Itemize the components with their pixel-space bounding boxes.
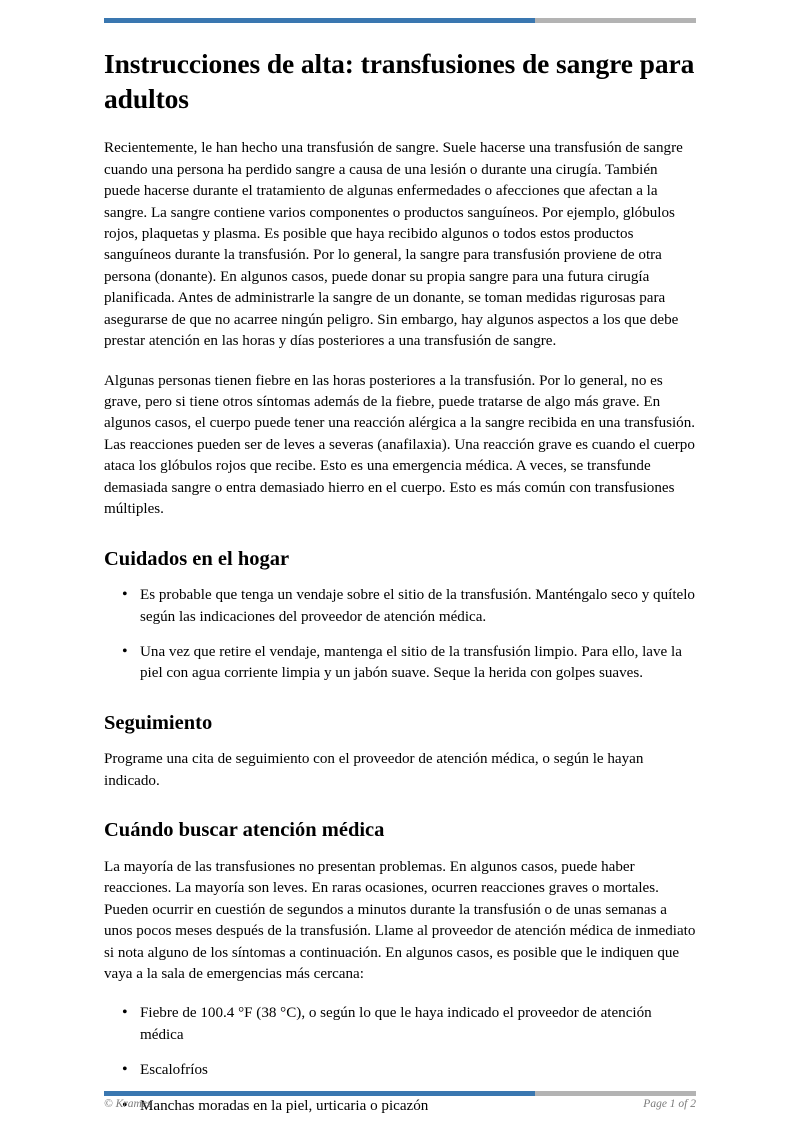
list-item: • Es probable que tenga un vendaje sobre el sitio de la transfusión. Manténgalo seco y quítelo según las indicaciones del proveedor de atención médica.: [138, 585, 696, 628]
header-rule: [104, 18, 696, 23]
intro-paragraph-2: Algunas personas tienen fiebre en las horas posteriores a la transfusión. Por lo general, no es grave, pero si tiene otros síntomas además de la fiebre, puede tratarse de algo más grave. En algunos casos, el cuerpo puede tener una reacción alérgica a la sangre recibida en una transfusión. Las reacciones pueden ser de leves a severas (anafilaxia). Una reacción grave es cuando el cuerpo ataca los glóbulos rojos que recibe. Esto es una emergencia médica. A veces, se transfunde demasiada sangre o entra demasiado hierro en el cuerpo. Esto es más común con transfusiones múltiples.: [104, 372, 696, 518]
section-heading-followup: Seguimiento: [104, 711, 213, 734]
header-rule-blue-segment: [104, 18, 535, 23]
section-heading-home-care: Cuidados en el hogar: [104, 547, 290, 570]
list-item: • Fiebre de 100.4 °F (38 °C), o según lo que le haya indicado el proveedor de atención médica: [138, 1003, 696, 1046]
intro-paragraph-1: Recientemente, le han hecho una transfusión de sangre. Suele hacerse una transfusión de sangre cuando una persona ha perdido sangre a causa de una lesión o durante una cirugía. También puede hacerse durante el tratamiento de algunas enfermedades o afecciones que afectan a la sangre. La sangre contiene varios componentes o productos sanguíneos. Por ejemplo, glóbulos rojos, plaquetas y plasma. Es posible que haya recibido algunos o todos estos productos sanguíneos durante la transfusión. Por lo general, la sangre para transfusión proviene de otra persona (donante). En algunos casos, puede donar su propia sangre para una futura cirugía planificada. Antes de administrarle la sangre de un donante, se toman medidas rigurosas para asegurarse de que no acarree ningún peligro. Sin embargo, hay algunos aspectos a los que debe prestar atención en las horas y días posteriores a una transfusión de sangre.: [104, 140, 683, 350]
footer-copyright: © Krames: [104, 1098, 152, 1110]
list-item: • Manchas moradas en la piel, urticaria o picazón: [138, 1096, 696, 1117]
footer-rule-gray-segment: [535, 1091, 696, 1096]
header-rule-gray-segment: [535, 18, 696, 23]
list-item: • Una vez que retire el vendaje, mantenga el sitio de la transfusión limpio. Para ello, lave la piel con agua corriente limpia y un jabón suave. Seque la herida con golpes suaves.: [138, 642, 696, 685]
document-content: [104, 46, 696, 1133]
page-title: Instrucciones de alta: transfusiones de sangre para adultos: [104, 48, 695, 115]
list-item: • Escalofríos: [138, 1060, 696, 1081]
footer-rule: [104, 1091, 696, 1095]
footer-page-number: Page 1 of 2: [643, 1098, 696, 1110]
when-to-seek-care-paragraph: La mayoría de las transfusiones no presentan problemas. En algunos casos, puede haber reacciones. La mayoría son leves. En raras ocasiones, ocurren reacciones graves o mortales. Pueden ocurrir en cuestión de segundos a minutos durante la transfusión o de unas semanas a unos pocos meses después de la transfusión. Llame al proveedor de atención médica de inmediato si nota alguno de los síntomas a continuación. En algunos casos, es posible que le indiquen que vaya a la sala de emergencias más cercana:: [104, 858, 696, 982]
followup-paragraph: Programe una cita de seguimiento con el proveedor de atención médica, o según le hayan indicado.: [104, 751, 644, 789]
footer-rule-blue-segment: [104, 1091, 535, 1096]
section-heading-when-to-seek-care: Cuándo buscar atención médica: [104, 819, 385, 842]
home-care-bullet-list: [104, 585, 696, 685]
page-footer: [104, 1098, 696, 1110]
